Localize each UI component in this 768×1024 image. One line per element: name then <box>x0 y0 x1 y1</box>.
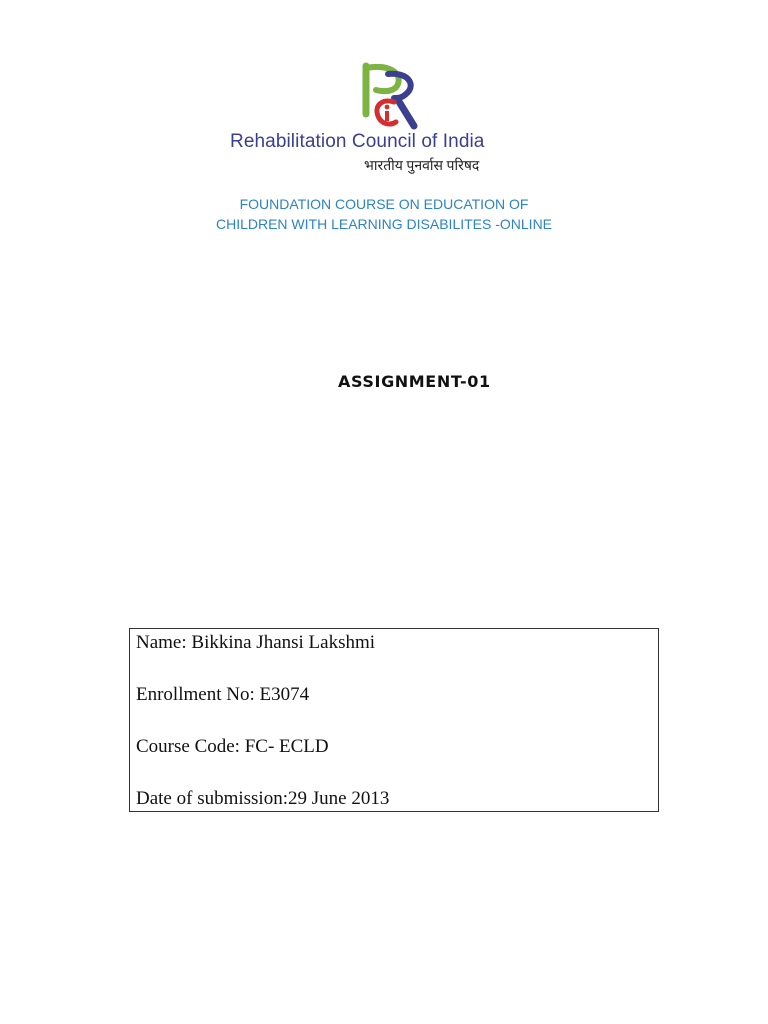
council-hindi-name: भारतीय पुनर्वास परिषद <box>364 159 480 174</box>
course-title <box>0 194 768 234</box>
council-name: Rehabilitation Council of India <box>230 131 485 152</box>
course-code: Course Code: FC- ECLD <box>136 736 329 757</box>
student-name: Name: Bikkina Jhansi Lakshmi <box>136 632 376 653</box>
rci-logo-mark-icon <box>358 62 418 132</box>
enrollment-number: Enrollment No: E3074 <box>136 684 310 705</box>
student-info-box <box>129 628 659 812</box>
submission-date: Date of submission:29 June 2013 <box>136 788 390 809</box>
course-title-line-2: CHILDREN WITH LEARNING DISABILITES -ONLINE <box>215 216 553 232</box>
rci-logo <box>228 62 544 174</box>
course-title-line-1: FOUNDATION COURSE ON EDUCATION OF <box>239 196 529 212</box>
assignment-title: ASSIGNMENT-01 <box>338 372 491 391</box>
